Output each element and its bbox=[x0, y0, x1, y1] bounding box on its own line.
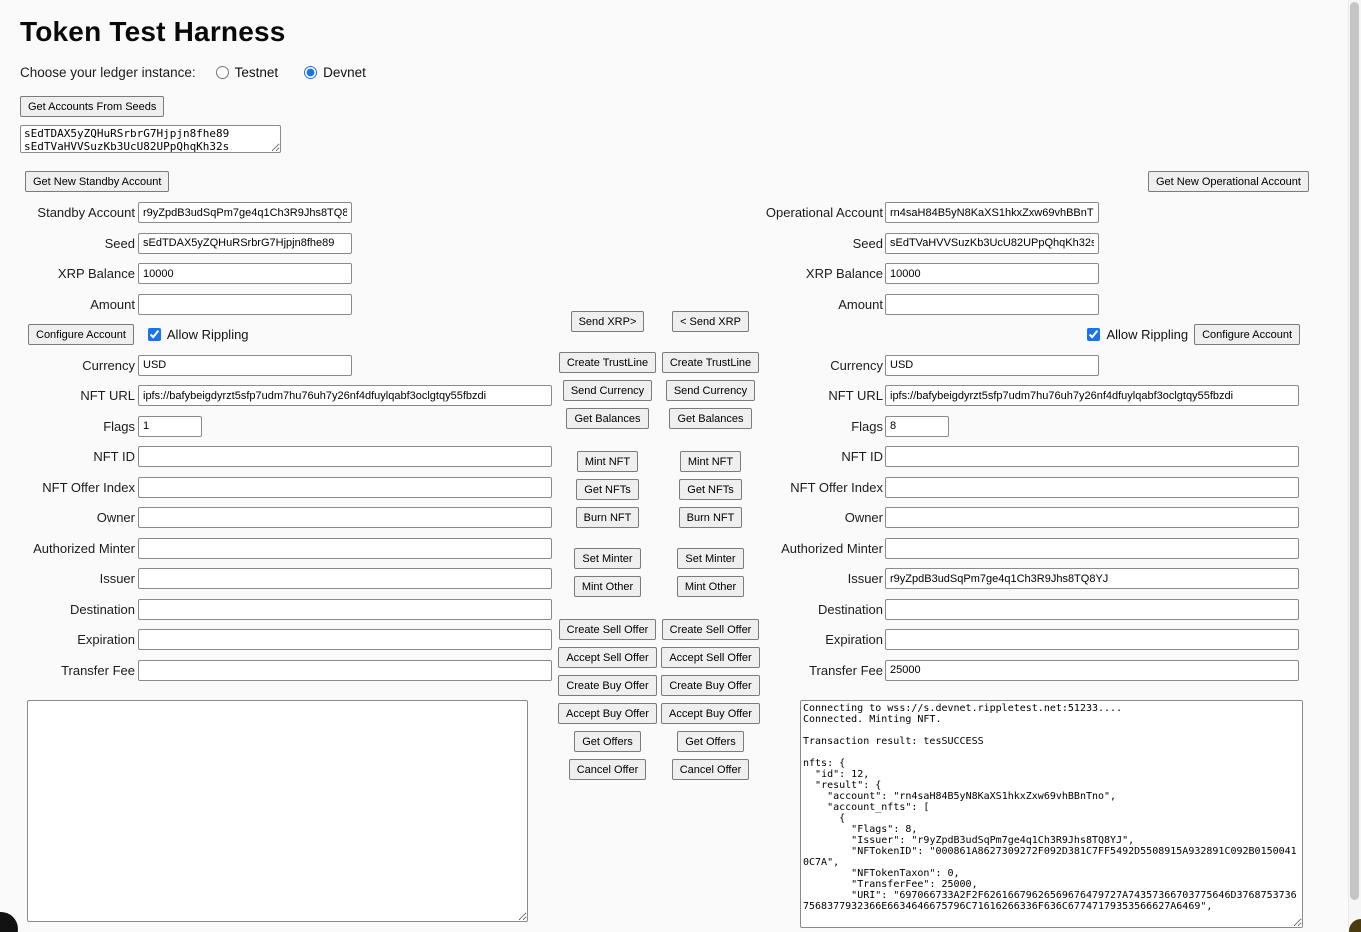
mint-other-standby-button[interactable]: Mint Other bbox=[574, 576, 641, 597]
operational-account-input[interactable] bbox=[885, 202, 1099, 223]
standby-nft-id-row bbox=[0, 446, 560, 467]
operational-owner-row bbox=[758, 507, 1300, 528]
operational-mid-col bbox=[659, 311, 762, 332]
operational-currency-row bbox=[758, 355, 1300, 376]
set-minter-standby-button[interactable]: Set Minter bbox=[574, 548, 640, 569]
operational-amount-label: Amount bbox=[838, 296, 883, 312]
ledger-option-label: Testnet bbox=[234, 64, 279, 80]
standby-currency-input[interactable] bbox=[138, 355, 352, 376]
operational-nft-url-input[interactable] bbox=[885, 385, 1299, 406]
standby-destination-input[interactable] bbox=[138, 599, 552, 620]
create-buy-offer-operational-button[interactable]: Create Buy Offer bbox=[661, 675, 759, 696]
operational-destination-row bbox=[758, 599, 1300, 620]
operational-amount-row bbox=[758, 294, 1300, 315]
standby-currency-label: Currency bbox=[82, 357, 135, 373]
send-xrp-standby-button[interactable]: Send XRP> bbox=[571, 311, 645, 332]
standby-account-label: Standby Account bbox=[37, 205, 135, 220]
operational-fields-bottom bbox=[758, 355, 1300, 681]
standby-authorized-minter-label: Authorized Minter bbox=[33, 540, 135, 556]
standby-mid-col bbox=[556, 352, 659, 429]
standby-transfer-fee-row bbox=[0, 660, 560, 681]
window-corner-bottom-left bbox=[0, 912, 18, 932]
cancel-offer-standby-button[interactable]: Cancel Offer bbox=[569, 759, 647, 780]
operational-allow-rippling-label: Allow Rippling bbox=[1106, 327, 1189, 342]
ledger-option-label: Devnet bbox=[323, 64, 366, 80]
operational-flags-row bbox=[758, 416, 1300, 437]
standby-authorized-minter-row bbox=[0, 538, 560, 559]
send-xrp-button-group bbox=[556, 311, 762, 332]
ledger-option-devnet[interactable] bbox=[304, 65, 366, 80]
operational-account-label: Operational Account bbox=[765, 205, 883, 220]
get-offers-operational-button[interactable]: Get Offers bbox=[677, 731, 744, 752]
standby-results-textarea[interactable] bbox=[27, 700, 528, 922]
ledger-instance-label: Choose your ledger instance: bbox=[20, 64, 196, 80]
standby-allow-rippling[interactable] bbox=[148, 327, 249, 342]
operational-issuer-label: Issuer bbox=[847, 571, 883, 586]
nft-button-group bbox=[556, 451, 762, 528]
standby-owner-input[interactable] bbox=[138, 507, 552, 528]
standby-amount-row bbox=[0, 294, 560, 315]
standby-fields-top bbox=[0, 202, 560, 315]
operational-configure-row bbox=[758, 324, 1300, 345]
operational-fields-top bbox=[758, 202, 1300, 315]
standby-destination-row bbox=[0, 599, 560, 620]
operational-mid-col bbox=[659, 619, 762, 780]
standby-flags-label: Flags bbox=[103, 418, 135, 434]
operational-owner-input[interactable] bbox=[885, 507, 1299, 528]
standby-nft-id-label: NFT ID bbox=[93, 449, 135, 464]
operational-mid-col bbox=[659, 451, 762, 528]
send-xrp-operational-button[interactable]: < Send XRP bbox=[672, 311, 749, 332]
mint-nft-standby-button[interactable]: Mint NFT bbox=[577, 451, 638, 472]
operational-nft-offer-index-label: NFT Offer Index bbox=[790, 479, 883, 495]
standby-fields-bottom bbox=[0, 355, 560, 681]
operational-xrp-balance-input[interactable] bbox=[885, 263, 1099, 284]
standby-mid-col bbox=[556, 619, 659, 780]
create-sell-offer-operational-button[interactable]: Create Sell Offer bbox=[662, 619, 760, 640]
standby-mid-col bbox=[556, 548, 659, 597]
minter-button-group bbox=[556, 548, 762, 597]
send-currency-operational-button[interactable]: Send Currency bbox=[666, 380, 755, 401]
operational-results-textarea[interactable] bbox=[800, 700, 1303, 928]
standby-transfer-fee-input[interactable] bbox=[138, 660, 552, 681]
get-balances-standby-button[interactable]: Get Balances bbox=[566, 408, 648, 429]
get-nfts-operational-button[interactable]: Get NFTs bbox=[679, 479, 741, 500]
standby-configure-account-button[interactable]: Configure Account bbox=[28, 324, 134, 345]
operational-authorized-minter-label: Authorized Minter bbox=[781, 540, 883, 556]
operational-nft-url-row bbox=[758, 385, 1300, 406]
create-sell-offer-standby-button[interactable]: Create Sell Offer bbox=[559, 619, 657, 640]
operational-seed-row bbox=[758, 233, 1300, 254]
standby-allow-rippling-label: Allow Rippling bbox=[166, 327, 249, 342]
operational-expiration-row bbox=[758, 629, 1300, 650]
ledger-option-testnet[interactable] bbox=[216, 65, 279, 80]
standby-nft-offer-index-row bbox=[0, 477, 560, 498]
standby-mid-col bbox=[556, 311, 659, 332]
operational-transfer-fee-label: Transfer Fee bbox=[809, 662, 883, 678]
page-scrollbar-thumb[interactable] bbox=[1350, 2, 1359, 900]
operational-amount-input[interactable] bbox=[885, 294, 1099, 315]
cancel-offer-operational-button[interactable]: Cancel Offer bbox=[672, 759, 750, 780]
operational-issuer-row bbox=[758, 568, 1300, 589]
standby-nft-url-label: NFT URL bbox=[80, 388, 135, 403]
operational-nft-id-input[interactable] bbox=[885, 446, 1299, 467]
operational-authorized-minter-input[interactable] bbox=[885, 538, 1299, 559]
create-trustline-standby-button[interactable]: Create TrustLine bbox=[559, 352, 656, 373]
operational-configure-account-button[interactable]: Configure Account bbox=[1194, 324, 1300, 345]
get-offers-standby-button[interactable]: Get Offers bbox=[574, 731, 641, 752]
get-accounts-from-seeds-button[interactable]: Get Accounts From Seeds bbox=[20, 96, 164, 117]
devnet-radio[interactable] bbox=[304, 66, 317, 79]
operational-seed-label: Seed bbox=[852, 235, 883, 251]
operational-allow-rippling[interactable] bbox=[1087, 327, 1188, 342]
accept-buy-offer-standby-button[interactable]: Accept Buy Offer bbox=[558, 703, 657, 724]
currency-button-group bbox=[556, 352, 762, 429]
operational-mid-col bbox=[659, 548, 762, 597]
create-trustline-operational-button[interactable]: Create TrustLine bbox=[662, 352, 759, 373]
operational-transfer-fee-row bbox=[758, 660, 1300, 681]
operational-destination-label: Destination bbox=[817, 601, 883, 617]
get-balances-operational-button[interactable]: Get Balances bbox=[669, 408, 751, 429]
accept-sell-offer-standby-button[interactable]: Accept Sell Offer bbox=[558, 647, 656, 668]
get-new-standby-account-button[interactable]: Get New Standby Account bbox=[25, 171, 169, 192]
operational-allow-rippling-checkbox[interactable] bbox=[1087, 328, 1100, 341]
send-currency-standby-button[interactable]: Send Currency bbox=[563, 380, 652, 401]
standby-flags-input[interactable] bbox=[138, 416, 202, 437]
standby-account-row bbox=[0, 202, 560, 223]
operational-flags-label: Flags bbox=[851, 418, 883, 434]
operational-expiration-label: Expiration bbox=[825, 632, 883, 647]
standby-amount-input[interactable] bbox=[138, 294, 352, 315]
offer-button-group bbox=[556, 619, 762, 780]
standby-seed-row bbox=[0, 233, 560, 254]
operational-nft-offer-index-row bbox=[758, 477, 1300, 498]
standby-nft-id-input[interactable] bbox=[138, 446, 552, 467]
seeds-textarea[interactable] bbox=[20, 125, 281, 153]
operational-flags-input[interactable] bbox=[885, 416, 949, 437]
operational-account-row bbox=[758, 202, 1300, 223]
standby-authorized-minter-input[interactable] bbox=[138, 538, 552, 559]
operational-nft-offer-index-input[interactable] bbox=[885, 477, 1299, 498]
ledger-options bbox=[216, 65, 366, 80]
ledger-instance-row bbox=[20, 63, 366, 81]
standby-configure-row bbox=[0, 324, 560, 345]
standby-destination-label: Destination bbox=[69, 601, 135, 617]
standby-seed-input[interactable] bbox=[138, 233, 352, 254]
standby-nft-url-input[interactable] bbox=[138, 385, 552, 406]
operational-nft-url-label: NFT URL bbox=[828, 388, 883, 403]
standby-xrp-balance-row bbox=[0, 263, 560, 284]
standby-xrp-balance-input[interactable] bbox=[138, 263, 352, 284]
operational-mid-col bbox=[659, 352, 762, 429]
standby-nft-offer-index-label: NFT Offer Index bbox=[42, 479, 135, 495]
standby-expiration-row bbox=[0, 629, 560, 650]
operational-owner-label: Owner bbox=[844, 510, 883, 525]
create-buy-offer-standby-button[interactable]: Create Buy Offer bbox=[558, 675, 656, 696]
standby-nft-offer-index-input[interactable] bbox=[138, 477, 552, 498]
standby-currency-row bbox=[0, 355, 560, 376]
get-new-operational-account-button[interactable]: Get New Operational Account bbox=[1148, 171, 1309, 192]
accept-buy-offer-operational-button[interactable]: Accept Buy Offer bbox=[661, 703, 760, 724]
operational-nft-id-row bbox=[758, 446, 1300, 467]
standby-nft-url-row bbox=[0, 385, 560, 406]
operational-nft-id-label: NFT ID bbox=[841, 449, 883, 464]
standby-allow-rippling-checkbox[interactable] bbox=[148, 328, 161, 341]
standby-issuer-label: Issuer bbox=[99, 571, 135, 586]
burn-nft-operational-button[interactable]: Burn NFT bbox=[679, 507, 743, 528]
burn-nft-standby-button[interactable]: Burn NFT bbox=[576, 507, 640, 528]
set-minter-operational-button[interactable]: Set Minter bbox=[677, 548, 743, 569]
standby-owner-label: Owner bbox=[96, 510, 135, 525]
standby-issuer-row bbox=[0, 568, 560, 589]
mint-other-operational-button[interactable]: Mint Other bbox=[677, 576, 744, 597]
standby-owner-row bbox=[0, 507, 560, 528]
standby-transfer-fee-label: Transfer Fee bbox=[61, 662, 135, 678]
operational-currency-label: Currency bbox=[830, 357, 883, 373]
standby-expiration-input[interactable] bbox=[138, 629, 552, 650]
operational-currency-input[interactable] bbox=[885, 355, 1099, 376]
operational-destination-input[interactable] bbox=[885, 599, 1299, 620]
standby-issuer-input[interactable] bbox=[138, 568, 552, 589]
accept-sell-offer-operational-button[interactable]: Accept Sell Offer bbox=[661, 647, 759, 668]
page-scrollbar[interactable] bbox=[1348, 0, 1361, 932]
standby-expiration-label: Expiration bbox=[77, 632, 135, 647]
standby-flags-row bbox=[0, 416, 560, 437]
operational-authorized-minter-row bbox=[758, 538, 1300, 559]
operational-xrp-balance-label: XRP Balance bbox=[805, 266, 883, 281]
get-nfts-standby-button[interactable]: Get NFTs bbox=[576, 479, 638, 500]
operational-xrp-balance-row bbox=[758, 263, 1300, 284]
standby-xrp-balance-label: XRP Balance bbox=[57, 266, 135, 281]
standby-account-form bbox=[0, 202, 560, 690]
standby-mid-col bbox=[556, 451, 659, 528]
operational-seed-input[interactable] bbox=[885, 233, 1099, 254]
standby-amount-label: Amount bbox=[90, 296, 135, 312]
operational-expiration-input[interactable] bbox=[885, 629, 1299, 650]
mint-nft-operational-button[interactable]: Mint NFT bbox=[680, 451, 741, 472]
standby-account-input[interactable] bbox=[138, 202, 352, 223]
standby-seed-label: Seed bbox=[104, 235, 135, 251]
operational-transfer-fee-input[interactable] bbox=[885, 660, 1299, 681]
operational-account-form bbox=[758, 202, 1300, 690]
page-title: Token Test Harness bbox=[20, 16, 286, 47]
testnet-radio[interactable] bbox=[216, 66, 229, 79]
operational-issuer-input[interactable] bbox=[885, 568, 1299, 589]
